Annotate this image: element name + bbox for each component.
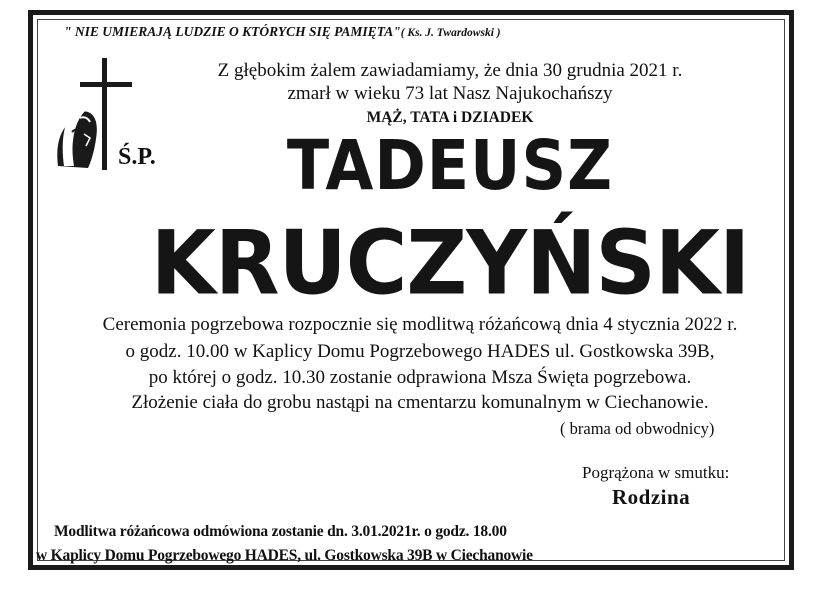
quote (64, 24, 501, 40)
intro-line-2: zmarł w wieku 73 lat Nasz Najukochańszy (287, 83, 613, 104)
ceremony-line-5: ( brama od obwodnicy) (560, 419, 715, 438)
intro-line-1: Z głębokim żalem zawiadamiamy, że dnia 30 grudnia 2021 r. (217, 60, 683, 81)
intro-relations: MĄŻ, TATA i DZIADEK (366, 109, 534, 126)
deceased-last-name: KRUCZYŃSKI (150, 211, 750, 315)
quote-text: " NIE UMIERAJĄ LUDZIE O KTÓRYCH SIĘ PAMIĘTA" (64, 24, 401, 39)
ceremony-line-4: Złożenie ciała do grobu nastąpi na cmentarzu komunalnym w Ciechanowie. (131, 392, 709, 413)
footer-line-1: Modlitwa różańcowa odmówiona zostanie dn. 3.01.2021r. o godz. 18.00 (54, 523, 507, 540)
mourning-label: Pogrążona w smutku: (582, 463, 730, 482)
sp-label: Ś.P. (118, 144, 156, 170)
ceremony-line-2: o godz. 10.00 w Kaplicy Domu Pogrzebowego HADES ul. Gostkowska 39B, (125, 341, 715, 362)
quote-author: ( Ks. J. Twardowski ) (400, 27, 501, 39)
ceremony-line-1: Ceremonia pogrzebowa rozpocznie się modlitwą różańcową dnia 4 stycznia 2022 r. (102, 314, 738, 335)
family-signature: Rodzina (612, 485, 691, 509)
footer-line-2: w Kaplicy Domu Pogrzebowego HADES, ul. Gostkowska 39B w Ciechanowie (36, 547, 533, 564)
deceased-first-name: TADEUSZ (286, 125, 614, 206)
ceremony-line-3: po której o godz. 10.30 zostanie odprawiona Msza Święta pogrzebowa. (148, 367, 692, 388)
